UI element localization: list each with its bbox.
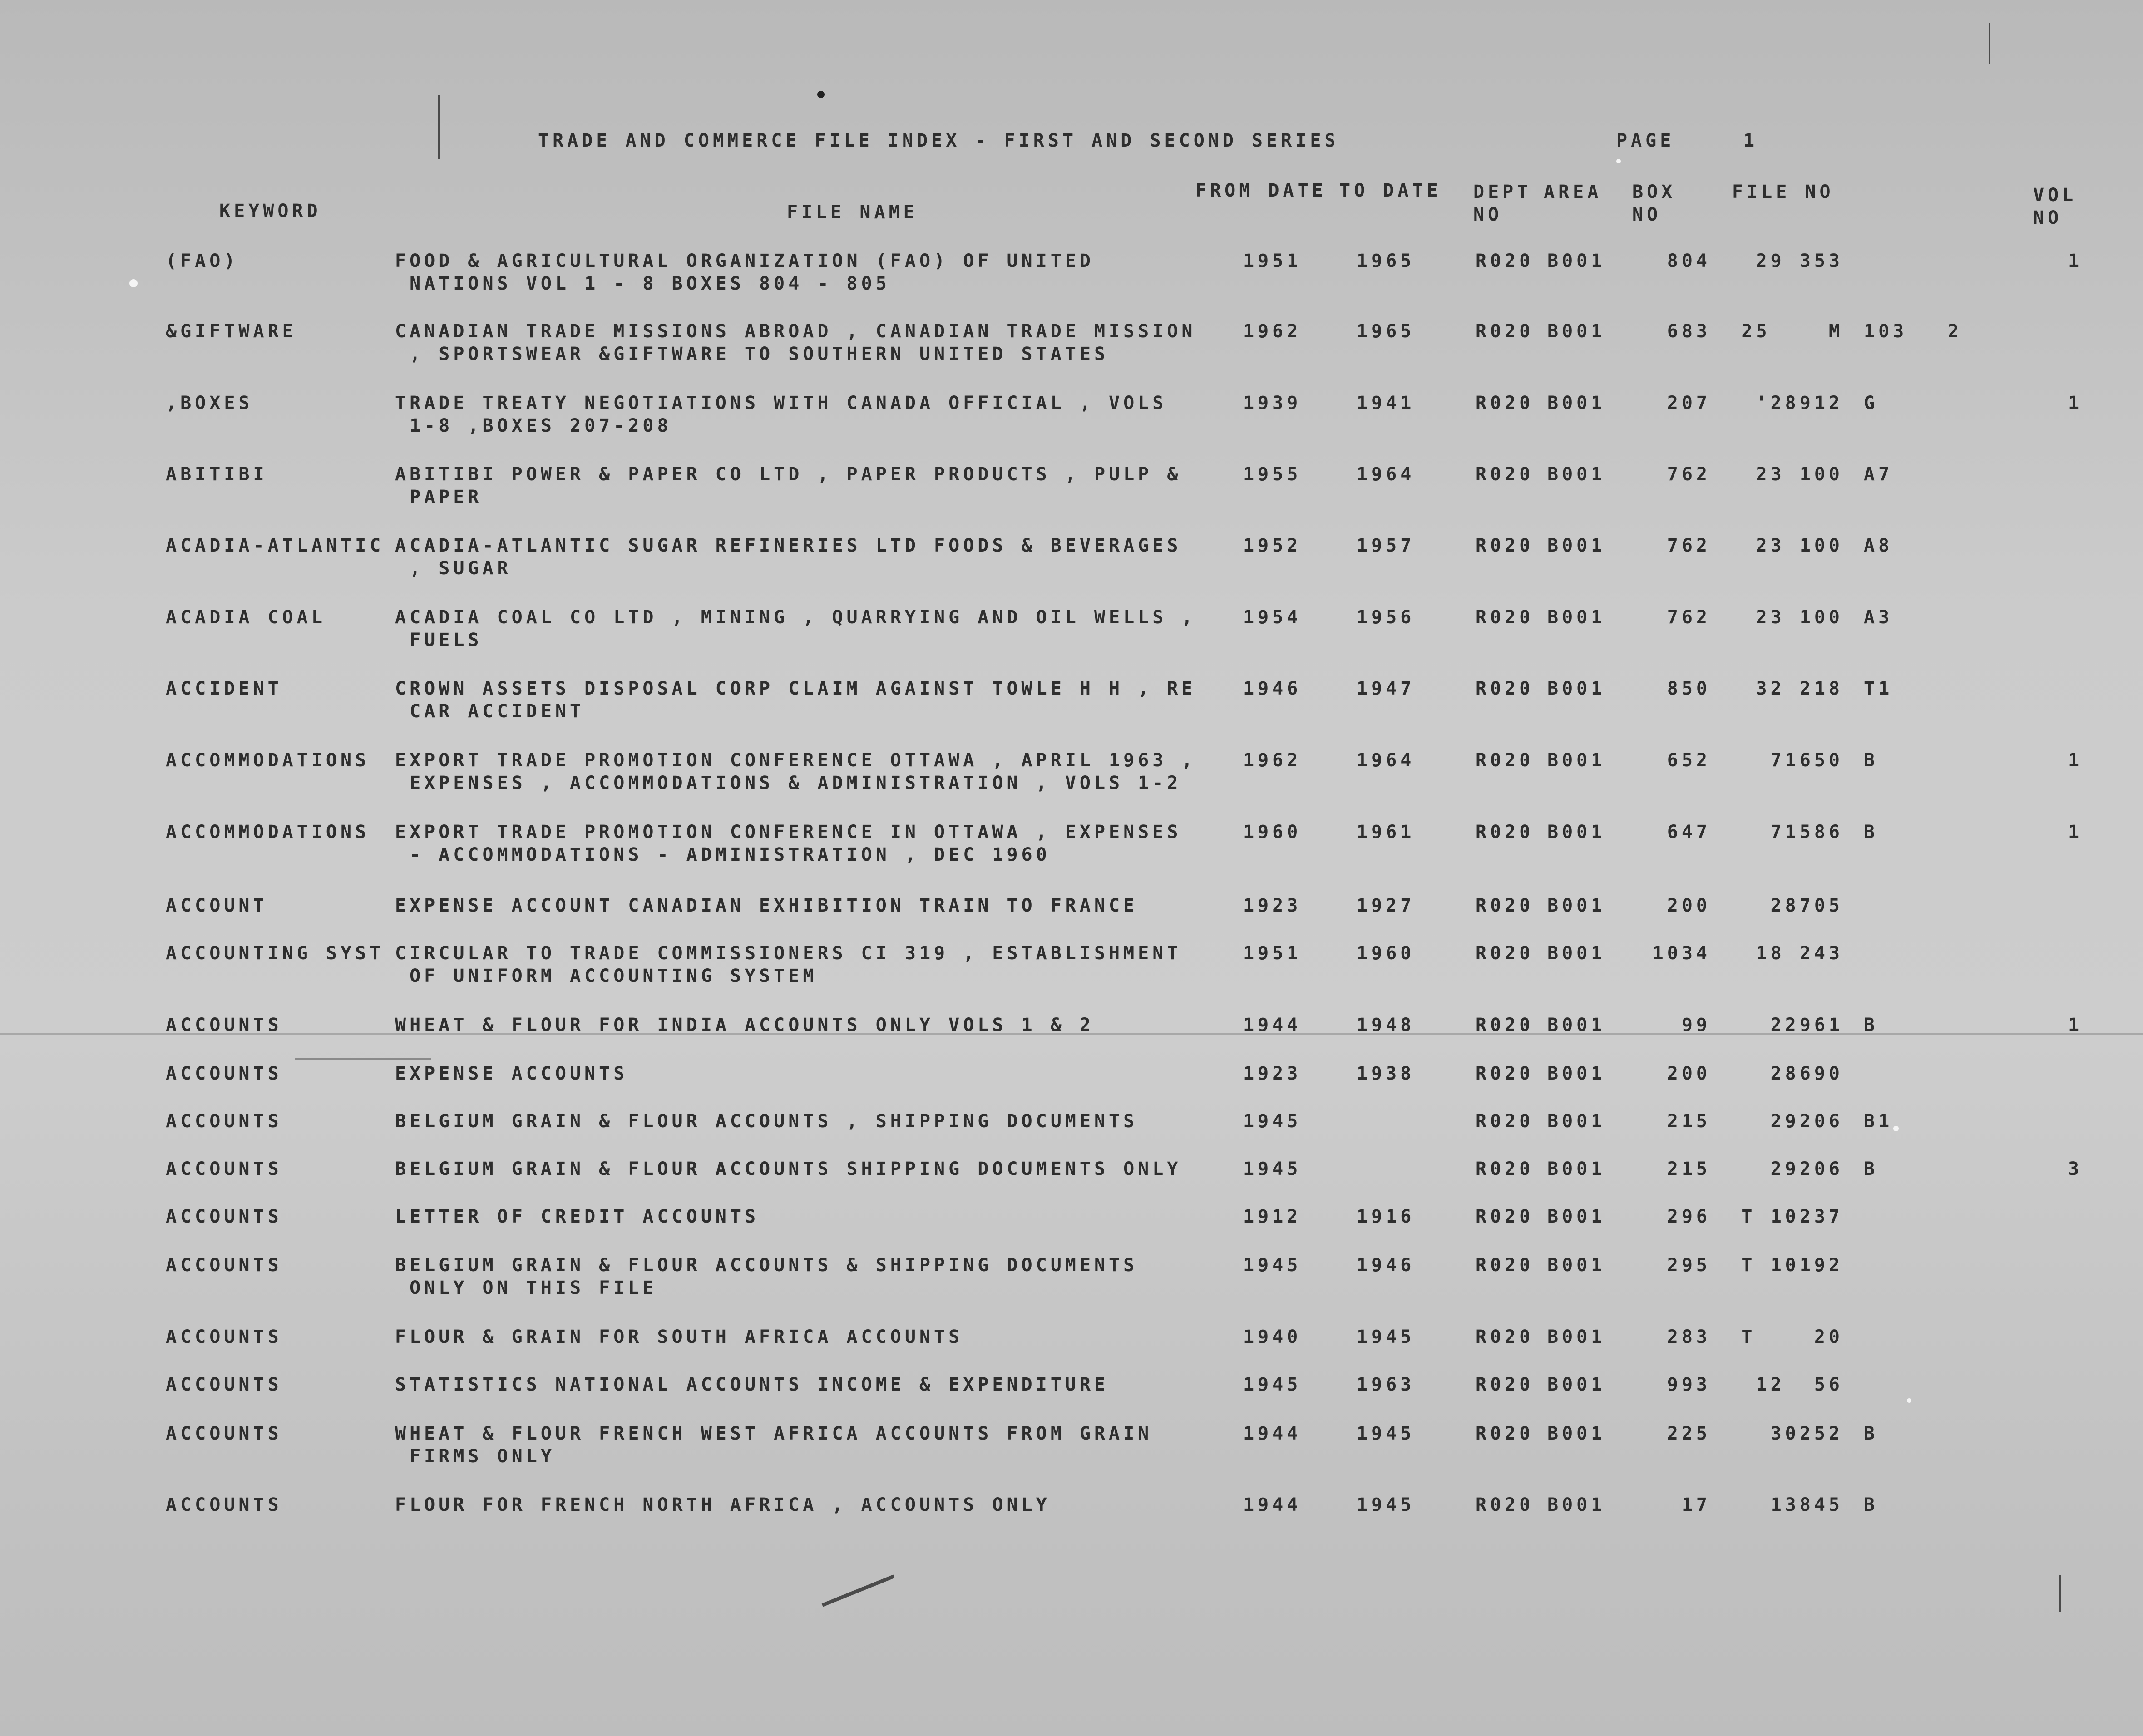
- cell-from-date: 1962: [1243, 321, 1302, 342]
- cell-from-date: 1944: [1243, 1015, 1302, 1036]
- cell-keyword: ACCOUNTS: [166, 1255, 282, 1276]
- cell-file-name-cont: 1-8 ,BOXES 207-208: [395, 415, 672, 436]
- cell-suffix: B: [1864, 1423, 1879, 1444]
- cell-area: B001: [1547, 1015, 1606, 1036]
- cell-file-no: 22961: [1770, 1015, 1843, 1036]
- cell-dept-no: R020: [1476, 1255, 1534, 1276]
- cell-area: B001: [1547, 678, 1606, 699]
- cell-area: B001: [1547, 535, 1606, 556]
- cell-file-no: 32 218: [1756, 678, 1843, 699]
- page-title: TRADE AND COMMERCE FILE INDEX - FIRST AND SECOND SERIES: [538, 130, 1339, 151]
- cell-box-no: 647: [1667, 822, 1711, 843]
- cell-box-no: 17: [1681, 1494, 1711, 1515]
- cell-area: B001: [1547, 1374, 1606, 1395]
- cell-to-date: 1927: [1357, 895, 1415, 916]
- col-header-vol-no: VOL NO: [2033, 185, 2077, 228]
- cell-file-no: 71586: [1770, 822, 1843, 843]
- film-scratch: [822, 1574, 895, 1607]
- cell-file-name-cont: , SUGAR: [395, 558, 512, 579]
- cell-file-no: 23 100: [1756, 464, 1843, 485]
- cell-to-date: 1916: [1357, 1206, 1415, 1227]
- cell-to-date: 1965: [1357, 321, 1415, 342]
- cell-file-no: T 10237: [1741, 1206, 1843, 1227]
- cell-file-name: WHEAT & FLOUR FRENCH WEST AFRICA ACCOUNTS FROM GRAIN: [395, 1423, 1153, 1444]
- cell-file-name-cont: CAR ACCIDENT: [395, 701, 585, 722]
- cell-file-no: 29206: [1770, 1159, 1843, 1179]
- col-header-file-name: FILE NAME: [787, 202, 918, 223]
- cell-to-date: 1957: [1357, 535, 1415, 556]
- cell-vol-no: 1: [2068, 822, 2083, 843]
- film-speck: [1616, 159, 1621, 163]
- film-scratch: [438, 95, 440, 159]
- cell-file-no: 25 M: [1741, 321, 1843, 342]
- cell-keyword: ACCOUNTS: [166, 1423, 282, 1444]
- cell-keyword: ABITIBI: [166, 464, 268, 485]
- cell-file-name: FLOUR & GRAIN FOR SOUTH AFRICA ACCOUNTS: [395, 1327, 963, 1347]
- cell-keyword: ACCOUNTS: [166, 1015, 282, 1036]
- cell-from-date: 1923: [1243, 1063, 1302, 1084]
- cell-suffix: B: [1864, 1015, 1879, 1036]
- cell-dept-no: R020: [1476, 393, 1534, 414]
- cell-box-no: 652: [1667, 750, 1711, 771]
- cell-box-no: 99: [1681, 1015, 1711, 1036]
- cell-box-no: 207: [1667, 393, 1711, 414]
- cell-box-no: 850: [1667, 678, 1711, 699]
- film-speck: [1893, 1126, 1899, 1131]
- cell-box-no: 762: [1667, 607, 1711, 628]
- col-header-keyword: KEYWORD: [219, 201, 321, 222]
- cell-vol-no: 1: [2068, 750, 2083, 771]
- cell-file-name: EXPORT TRADE PROMOTION CONFERENCE IN OTTAWA , EXPENSES: [395, 822, 1182, 843]
- page-number: 1: [1743, 130, 1758, 151]
- cell-dept-no: R020: [1476, 1206, 1534, 1227]
- cell-file-no: 29206: [1770, 1111, 1843, 1132]
- cell-vol-no: 1: [2068, 393, 2083, 414]
- cell-vol-no: 3: [2068, 1159, 2083, 1179]
- cell-from-date: 1939: [1243, 393, 1302, 414]
- cell-from-date: 1951: [1243, 943, 1302, 964]
- cell-keyword: ACCOUNTS: [166, 1374, 282, 1395]
- cell-suffix: B: [1864, 1494, 1879, 1515]
- cell-to-date: 1946: [1357, 1255, 1415, 1276]
- cell-to-date: 1963: [1357, 1374, 1415, 1395]
- cell-file-name-cont: OF UNIFORM ACCOUNTING SYSTEM: [395, 966, 818, 986]
- cell-keyword: ACCIDENT: [166, 678, 282, 699]
- cell-from-date: 1944: [1243, 1494, 1302, 1515]
- cell-keyword: ACCOUNTS: [166, 1111, 282, 1132]
- cell-dept-no: R020: [1476, 678, 1534, 699]
- cell-area: B001: [1547, 822, 1606, 843]
- cell-to-date: 1945: [1357, 1327, 1415, 1347]
- cell-box-no: 215: [1667, 1159, 1711, 1179]
- cell-from-date: 1960: [1243, 822, 1302, 843]
- page-label: PAGE: [1616, 130, 1675, 151]
- cell-area: B001: [1547, 464, 1606, 485]
- cell-from-date: 1952: [1243, 535, 1302, 556]
- cell-file-name: BELGIUM GRAIN & FLOUR ACCOUNTS , SHIPPING DOCUMENTS: [395, 1111, 1138, 1132]
- col-header-dept-no: DEPT NO: [1473, 182, 1532, 225]
- col-header-area: AREA: [1544, 182, 1602, 202]
- cell-file-name: ABITIBI POWER & PAPER CO LTD , PAPER PRODUCTS , PULP &: [395, 464, 1182, 485]
- cell-file-name: FOOD & AGRICULTURAL ORGANIZATION (FAO) OF UNITED: [395, 251, 1094, 271]
- cell-file-name: WHEAT & FLOUR FOR INDIA ACCOUNTS ONLY VOLS 1 & 2: [395, 1015, 1094, 1036]
- cell-to-date: 1956: [1357, 607, 1415, 628]
- cell-dept-no: R020: [1476, 1374, 1534, 1395]
- cell-file-name: ACADIA COAL CO LTD , MINING , QUARRYING AND OIL WELLS ,: [395, 607, 1196, 628]
- cell-file-no: 18 243: [1756, 943, 1843, 964]
- cell-from-date: 1945: [1243, 1159, 1302, 1179]
- cell-file-name-cont: - ACCOMMODATIONS - ADMINISTRATION , DEC 1960: [395, 844, 1051, 865]
- cell-to-date: 1964: [1357, 464, 1415, 485]
- cell-keyword: ACCOUNTS: [166, 1063, 282, 1084]
- cell-keyword: ACADIA COAL: [166, 607, 326, 628]
- cell-file-name-cont: ONLY ON THIS FILE: [395, 1277, 657, 1298]
- cell-dept-no: R020: [1476, 1015, 1534, 1036]
- cell-area: B001: [1547, 1111, 1606, 1132]
- cell-file-name-cont: NATIONS VOL 1 - 8 BOXES 804 - 805: [395, 273, 890, 294]
- cell-area: B001: [1547, 251, 1606, 271]
- cell-from-date: 1923: [1243, 895, 1302, 916]
- cell-suffix: A3: [1864, 607, 1893, 628]
- cell-suffix: 103: [1864, 321, 1908, 342]
- cell-area: B001: [1547, 1423, 1606, 1444]
- cell-dept-no: R020: [1476, 750, 1534, 771]
- cell-from-date: 1945: [1243, 1255, 1302, 1276]
- cell-file-name: FLOUR FOR FRENCH NORTH AFRICA , ACCOUNTS ONLY: [395, 1494, 1051, 1515]
- cell-keyword: ACADIA-ATLANTIC: [166, 535, 385, 556]
- col-header-box-no: BOX NO: [1632, 182, 1676, 225]
- cell-area: B001: [1547, 1159, 1606, 1179]
- cell-suffix: A7: [1864, 464, 1893, 485]
- cell-keyword: ACCOUNTS: [166, 1159, 282, 1179]
- cell-file-name-cont: PAPER: [395, 487, 483, 508]
- cell-file-name: ACADIA-ATLANTIC SUGAR REFINERIES LTD FOODS & BEVERAGES: [395, 535, 1182, 556]
- cell-to-date: 1945: [1357, 1423, 1415, 1444]
- cell-area: B001: [1547, 943, 1606, 964]
- cell-from-date: 1951: [1243, 251, 1302, 271]
- cell-box-no: 762: [1667, 464, 1711, 485]
- cell-area: B001: [1547, 607, 1606, 628]
- cell-file-name: CROWN ASSETS DISPOSAL CORP CLAIM AGAINST TOWLE H H , RE: [395, 678, 1196, 699]
- cell-keyword: ACCOUNTS: [166, 1494, 282, 1515]
- cell-dept-no: R020: [1476, 251, 1534, 271]
- cell-to-date: 1964: [1357, 750, 1415, 771]
- cell-box-no: 283: [1667, 1327, 1711, 1347]
- cell-file-name: EXPENSE ACCOUNTS: [395, 1063, 628, 1084]
- cell-to-date: 1960: [1357, 943, 1415, 964]
- col-header-file-no: FILE NO: [1732, 182, 1834, 202]
- cell-dept-no: R020: [1476, 1423, 1534, 1444]
- cell-suffix: A8: [1864, 535, 1893, 556]
- cell-keyword: ACCOMMODATIONS: [166, 750, 370, 771]
- cell-box-no: 296: [1667, 1206, 1711, 1227]
- cell-from-date: 1945: [1243, 1374, 1302, 1395]
- cell-from-date: 1945: [1243, 1111, 1302, 1132]
- cell-to-date: 1961: [1357, 822, 1415, 843]
- cell-keyword: &GIFTWARE: [166, 321, 297, 342]
- cell-to-date: 1965: [1357, 251, 1415, 271]
- cell-dept-no: R020: [1476, 822, 1534, 843]
- cell-box-no: 762: [1667, 535, 1711, 556]
- cell-dept-no: R020: [1476, 1327, 1534, 1347]
- cell-from-date: 1962: [1243, 750, 1302, 771]
- cell-file-no: 23 100: [1756, 535, 1843, 556]
- cell-file-no: 13845: [1770, 1494, 1843, 1515]
- cell-box-no: 1034: [1652, 943, 1711, 964]
- cell-dept-no: R020: [1476, 895, 1534, 916]
- cell-suffix: G: [1864, 393, 1879, 414]
- cell-from-date: 1955: [1243, 464, 1302, 485]
- cell-box-no: 200: [1667, 1063, 1711, 1084]
- cell-area: B001: [1547, 1063, 1606, 1084]
- cell-file-no: 28690: [1770, 1063, 1843, 1084]
- cell-dept-no: R020: [1476, 321, 1534, 342]
- cell-file-name: BELGIUM GRAIN & FLOUR ACCOUNTS & SHIPPING DOCUMENTS: [395, 1255, 1138, 1276]
- cell-file-name: BELGIUM GRAIN & FLOUR ACCOUNTS SHIPPING DOCUMENTS ONLY: [395, 1159, 1182, 1179]
- cell-to-date: 1941: [1357, 393, 1415, 414]
- cell-file-no: 23 100: [1756, 607, 1843, 628]
- cell-file-name-cont: FUELS: [395, 630, 483, 651]
- film-scratch: [2059, 1575, 2061, 1612]
- cell-from-date: 1954: [1243, 607, 1302, 628]
- cell-dept-no: R020: [1476, 535, 1534, 556]
- cell-dept-no: R020: [1476, 1159, 1534, 1179]
- cell-vol-no: 1: [2068, 1015, 2083, 1036]
- cell-file-no: T 10192: [1741, 1255, 1843, 1276]
- cell-file-no: T 20: [1741, 1327, 1843, 1347]
- cell-area: B001: [1547, 1255, 1606, 1276]
- cell-vol-no: 1: [2068, 251, 2083, 271]
- cell-dept-no: R020: [1476, 464, 1534, 485]
- cell-area: B001: [1547, 1206, 1606, 1227]
- cell-area: B001: [1547, 1494, 1606, 1515]
- cell-file-name: STATISTICS NATIONAL ACCOUNTS INCOME & EXPENDITURE: [395, 1374, 1109, 1395]
- cell-suffix: B: [1864, 1159, 1879, 1179]
- cell-from-date: 1946: [1243, 678, 1302, 699]
- cell-file-no: 30252: [1770, 1423, 1843, 1444]
- col-header-from-date: FROM DATE: [1195, 180, 1327, 201]
- cell-area: B001: [1547, 393, 1606, 414]
- cell-suffix: B1: [1864, 1111, 1893, 1132]
- cell-suffix: T1: [1864, 678, 1893, 699]
- cell-dept-no: R020: [1476, 943, 1534, 964]
- film-scratch: [1989, 23, 1990, 64]
- cell-dept-no: R020: [1476, 1111, 1534, 1132]
- cell-box-no: 200: [1667, 895, 1711, 916]
- cell-box-no: 683: [1667, 321, 1711, 342]
- cell-file-name: LETTER OF CREDIT ACCOUNTS: [395, 1206, 760, 1227]
- cell-to-date: 1948: [1357, 1015, 1415, 1036]
- cell-area: B001: [1547, 750, 1606, 771]
- cell-box-no: 225: [1667, 1423, 1711, 1444]
- cell-from-date: 1944: [1243, 1423, 1302, 1444]
- film-smudge: [295, 1058, 431, 1060]
- cell-file-name: CANADIAN TRADE MISSIONS ABROAD , CANADIAN TRADE MISSION: [395, 321, 1196, 342]
- film-speck: [817, 91, 825, 98]
- cell-file-name: EXPORT TRADE PROMOTION CONFERENCE OTTAWA , APRIL 1963 ,: [395, 750, 1196, 771]
- film-speck: [129, 279, 138, 287]
- cell-file-name-cont: EXPENSES , ACCOMMODATIONS & ADMINISTRATION , VOLS 1-2: [395, 773, 1182, 794]
- cell-file-name: EXPENSE ACCOUNT CANADIAN EXHIBITION TRAIN TO FRANCE: [395, 895, 1138, 916]
- cell-file-name: CIRCULAR TO TRADE COMMISSIONERS CI 319 , ESTABLISHMENT: [395, 943, 1182, 964]
- cell-file-no: 29 353: [1756, 251, 1843, 271]
- cell-dept-no: R020: [1476, 607, 1534, 628]
- film-speck: [1907, 1398, 1911, 1403]
- cell-file-name: TRADE TREATY NEGOTIATIONS WITH CANADA OFFICIAL , VOLS: [395, 393, 1167, 414]
- cell-keyword: ACCOUNTING SYST: [166, 943, 385, 964]
- cell-file-no: 12 56: [1756, 1374, 1843, 1395]
- cell-keyword: ACCOUNT: [166, 895, 268, 916]
- cell-keyword: ACCOUNTS: [166, 1206, 282, 1227]
- cell-suffix: B: [1864, 822, 1879, 843]
- cell-file-no: 71650: [1770, 750, 1843, 771]
- cell-to-date: 1947: [1357, 678, 1415, 699]
- col-header-to-date: TO DATE: [1339, 180, 1442, 201]
- cell-box-no: 295: [1667, 1255, 1711, 1276]
- cell-file-name-cont: , SPORTSWEAR &GIFTWARE TO SOUTHERN UNITED STATES: [395, 344, 1109, 365]
- cell-suffix-2: 2: [1948, 321, 1963, 342]
- cell-keyword: ,BOXES: [166, 393, 253, 414]
- cell-keyword: (FAO): [166, 251, 239, 271]
- cell-area: B001: [1547, 321, 1606, 342]
- cell-box-no: 215: [1667, 1111, 1711, 1132]
- cell-box-no: 993: [1667, 1374, 1711, 1395]
- cell-keyword: ACCOMMODATIONS: [166, 822, 370, 843]
- cell-file-no: '28912: [1756, 393, 1843, 414]
- cell-to-date: 1938: [1357, 1063, 1415, 1084]
- cell-from-date: 1912: [1243, 1206, 1302, 1227]
- cell-file-name-cont: FIRMS ONLY: [395, 1446, 555, 1467]
- cell-keyword: ACCOUNTS: [166, 1327, 282, 1347]
- cell-to-date: 1945: [1357, 1494, 1415, 1515]
- cell-suffix: B: [1864, 750, 1879, 771]
- cell-box-no: 804: [1667, 251, 1711, 271]
- cell-dept-no: R020: [1476, 1494, 1534, 1515]
- cell-from-date: 1940: [1243, 1327, 1302, 1347]
- cell-dept-no: R020: [1476, 1063, 1534, 1084]
- cell-area: B001: [1547, 1327, 1606, 1347]
- cell-file-no: 28705: [1770, 895, 1843, 916]
- cell-area: B001: [1547, 895, 1606, 916]
